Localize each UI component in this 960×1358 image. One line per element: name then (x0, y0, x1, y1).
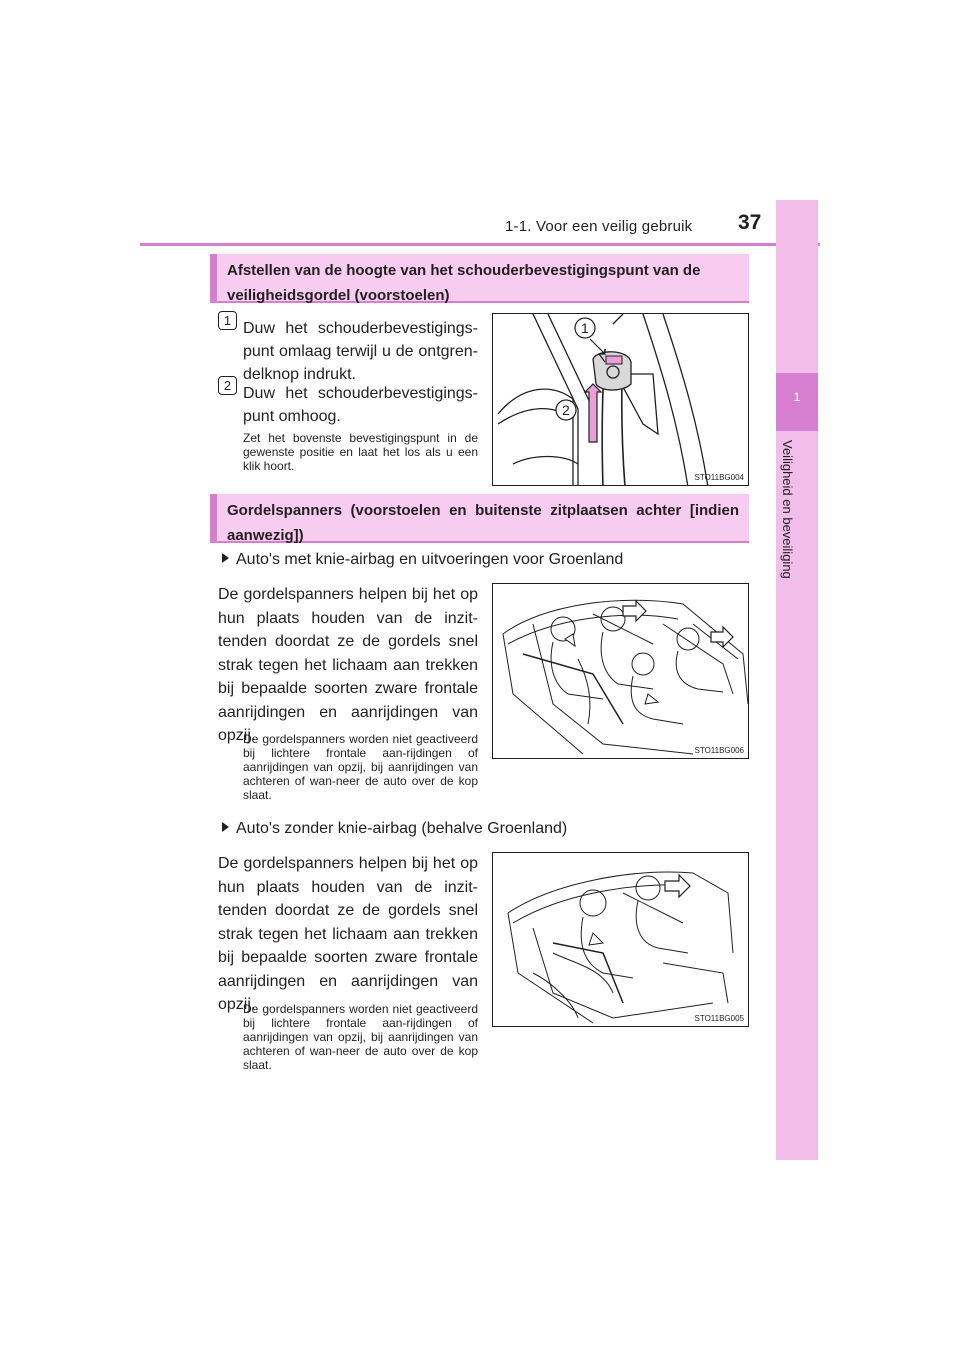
figure-pretensioners-no-kneeairbag (492, 852, 749, 1027)
step-text-2: Duw het schouderbevestigings-punt omhoog. (243, 385, 478, 425)
bullet-triangle-icon (222, 822, 229, 832)
figure-pretensioners-kneeairbag (492, 583, 749, 759)
section-heading-text: Gordelspanners (voorstoelen en buitenste zitplaatsen achter [indien aanwezig]) (227, 502, 739, 544)
figure-code: STO11BG005 (694, 1014, 744, 1023)
section-heading-pretensioners (210, 494, 749, 543)
page-number: 37 (738, 211, 762, 234)
running-header-title: 1-1. Voor een veilig gebruik (505, 218, 693, 235)
header-rule (140, 243, 820, 246)
callout-2: 2 (562, 402, 570, 418)
chapter-title: Veiligheid en beveiliging (780, 440, 795, 579)
pretensioners-illustration-1 (493, 584, 749, 759)
chapter-title-vertical (780, 440, 806, 720)
bullet-variant-2 (222, 820, 567, 838)
step-text-1: Duw het schouderbevestigings-punt omlaag terwijl u de ontgren-delknop indrukt. (243, 320, 478, 383)
section-heading-text: Afstellen van de hoogte van het schouderbevestigingspunt van de veiligheidsgordel (voorstoelen) (227, 262, 701, 304)
section-heading-shoulder-anchor (210, 254, 749, 303)
step-number-2: 2 (218, 376, 237, 395)
variant-1-text: De gordelspanners helpen bij het op hun plaats houden van de inzit-tenden doordat ze de gordels snel strak tegen het lichaam aan trekken bij bepaalde soorten zware frontale aanrijdingen en aanrijdingen van opzij. (218, 586, 478, 744)
callout-1: 1 (581, 320, 589, 336)
figure-shoulder-anchor (492, 313, 749, 486)
variant-2-note: De gordelspanners worden niet geactiveerd bij lichtere frontale aan-rijdingen of aanrijdingen van opzij, bij aanrijdingen van achteren of wan-neer de auto over de kop slaat. (243, 1002, 478, 1072)
bullet-text: Auto's zonder knie-airbag (behalve Groenland) (236, 820, 568, 837)
shoulder-anchor-illustration (493, 314, 749, 486)
variant-1-note: De gordelspanners worden niet geactiveerd bij lichtere frontale aan-rijdingen of aanrijdingen van opzij, bij aanrijdingen van achteren of wan-neer de auto over de kop slaat. (243, 732, 478, 802)
figure-code: STO11BG004 (694, 473, 744, 482)
bullet-triangle-icon (222, 553, 229, 563)
figure-code: STO11BG006 (694, 746, 744, 755)
step-number-1: 1 (218, 311, 237, 330)
variant-2-text: De gordelspanners helpen bij het op hun plaats houden van de inzit-tenden doordat ze de gordels snel strak tegen het lichaam aan trekken bij bepaalde soorten zware frontale aanrijdingen en aanrijdingen van opzij. (218, 855, 478, 1013)
pretensioners-illustration-2 (493, 853, 749, 1027)
chapter-number: 1 (793, 390, 801, 404)
bullet-text: Auto's met knie-airbag en uitvoeringen voor Groenland (236, 551, 624, 568)
bullet-variant-1 (222, 551, 623, 569)
step-note: Zet het bovenste bevestigingspunt in de gewenste positie en laat het los als u een klik hoort. (243, 431, 478, 473)
